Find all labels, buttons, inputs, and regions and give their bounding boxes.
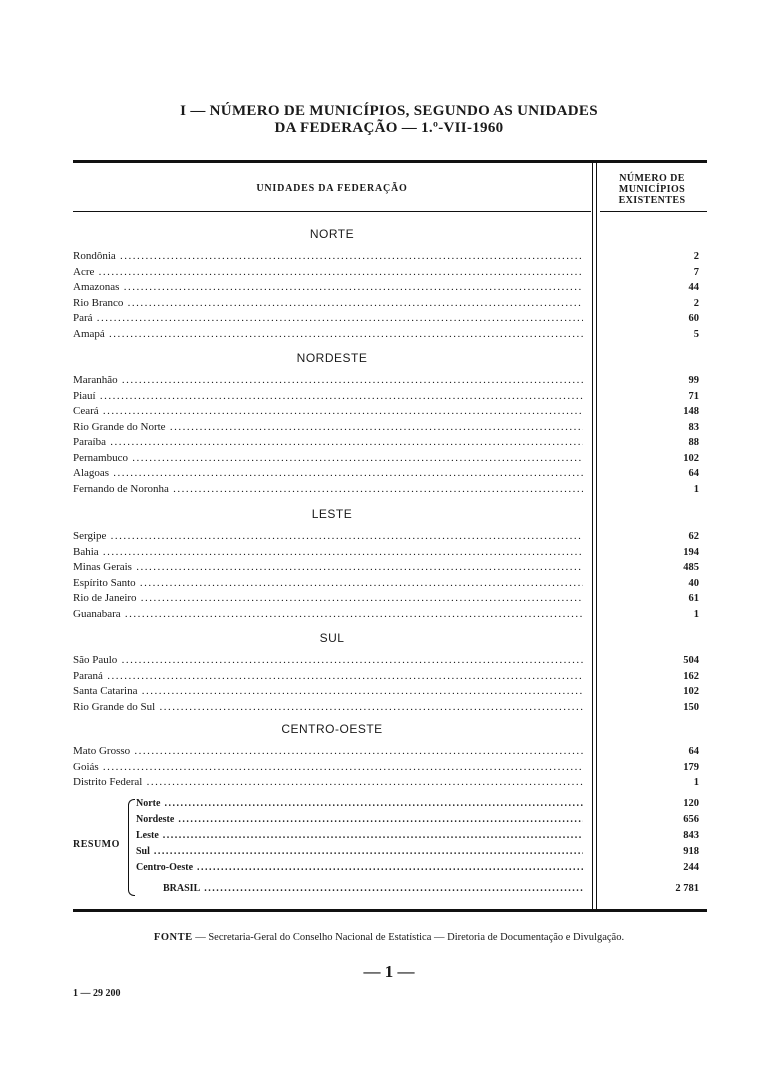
unit-name: Distrito Federal ..... bbox=[73, 775, 583, 790]
unit-name: Pará ..... bbox=[73, 311, 583, 326]
municipality-count: 64 bbox=[688, 468, 699, 479]
municipality-count: 102 bbox=[683, 686, 699, 697]
table-row bbox=[73, 653, 707, 668]
municipality-count: 148 bbox=[683, 406, 699, 417]
municipality-count: 5 bbox=[693, 328, 699, 340]
column-header-units: UNIDADES DA FEDERAÇÃO bbox=[256, 183, 408, 194]
municipality-count: 62 bbox=[688, 531, 699, 542]
summary-region: Norte ..... bbox=[136, 796, 583, 811]
municipality-count: 1 bbox=[693, 608, 699, 620]
table-row bbox=[73, 265, 707, 280]
table-row bbox=[73, 327, 707, 342]
municipality-count: 150 bbox=[683, 701, 699, 713]
table-row bbox=[73, 760, 707, 775]
column-header-count-line-2: MUNICÍPIOS bbox=[618, 184, 686, 195]
table-row bbox=[73, 529, 707, 544]
summary-count: 656 bbox=[683, 814, 699, 825]
summary-count: 843 bbox=[683, 830, 699, 841]
unit-name: Sergipe ..... bbox=[73, 529, 583, 544]
summary-row bbox=[73, 796, 707, 811]
table-row bbox=[73, 560, 707, 575]
unit-name: Bahia ..... bbox=[73, 545, 583, 560]
municipality-count: 2 bbox=[693, 251, 699, 262]
source-text: — Secretaria-Geral do Conselho Nacional de Estatística — Diretoria de Documentação e Divulgação. bbox=[195, 932, 625, 943]
municipality-count: 83 bbox=[688, 421, 699, 433]
unit-name: Guanabara ..... bbox=[73, 607, 583, 622]
unit-name: Maranhão ..... bbox=[73, 373, 583, 388]
section-header: SUL bbox=[319, 631, 345, 645]
summary-region: Nordeste ..... bbox=[136, 812, 583, 827]
unit-name: Fernando de Noronha ..... bbox=[73, 482, 583, 497]
table-row bbox=[73, 311, 707, 326]
summary-region: Centro-Oeste ..... bbox=[136, 860, 583, 875]
municipality-count: 60 bbox=[688, 313, 699, 324]
municipality-count: 99 bbox=[688, 375, 699, 386]
table-row bbox=[73, 404, 707, 419]
unit-name: Rio de Janeiro ..... bbox=[73, 591, 583, 606]
table-row bbox=[73, 466, 707, 481]
municipality-count: 40 bbox=[688, 577, 699, 589]
table-row bbox=[73, 775, 707, 790]
total-row bbox=[73, 881, 707, 896]
unit-name: Espírito Santo ..... bbox=[73, 576, 583, 591]
summary-label: RESUMO bbox=[73, 839, 120, 850]
section-header: NORDESTE bbox=[296, 351, 368, 365]
summary-count: 918 bbox=[683, 846, 699, 857]
unit-name: Rio Branco ..... bbox=[73, 296, 583, 311]
unit-name: Rondônia ..... bbox=[73, 249, 583, 264]
table-row bbox=[73, 545, 707, 560]
table-row bbox=[73, 296, 707, 311]
source-note bbox=[0, 932, 778, 943]
unit-name: Paraíba ..... bbox=[73, 435, 583, 450]
table-row bbox=[73, 744, 707, 759]
table-row bbox=[73, 684, 707, 699]
section-header: NORTE bbox=[309, 227, 355, 241]
table-row bbox=[73, 576, 707, 591]
table-row bbox=[73, 280, 707, 295]
municipality-count: 64 bbox=[688, 746, 699, 757]
table-row bbox=[73, 591, 707, 606]
municipality-count: 485 bbox=[683, 562, 699, 573]
municipality-count: 1 bbox=[693, 483, 699, 495]
unit-name: Alagoas ..... bbox=[73, 466, 583, 481]
total-count: 2 781 bbox=[675, 883, 699, 894]
table-row bbox=[73, 389, 707, 404]
municipality-count: 88 bbox=[688, 437, 699, 448]
summary-count: 244 bbox=[683, 862, 699, 873]
summary-row bbox=[73, 844, 707, 859]
unit-name: Amazonas ..... bbox=[73, 280, 583, 295]
unit-name: São Paulo ..... bbox=[73, 653, 583, 668]
section-header: CENTRO-OESTE bbox=[281, 722, 383, 736]
unit-name: Acre ..... bbox=[73, 265, 583, 280]
summary-row bbox=[73, 812, 707, 827]
title-line-2: DA FEDERAÇÃO — 1.º-VII-1960 bbox=[274, 120, 504, 136]
summary-count: 120 bbox=[683, 798, 699, 809]
page-number: — 1 — bbox=[363, 962, 415, 981]
municipality-count: 1 bbox=[693, 777, 699, 788]
source-label: FONTE bbox=[153, 932, 193, 943]
municipality-count: 179 bbox=[683, 761, 699, 773]
table-row bbox=[73, 249, 707, 264]
unit-name: Minas Gerais ..... bbox=[73, 560, 583, 575]
unit-name: Rio Grande do Norte ..... bbox=[73, 420, 583, 435]
municipality-count: 194 bbox=[683, 546, 699, 558]
table-row bbox=[73, 482, 707, 497]
unit-name: Ceará ..... bbox=[73, 404, 583, 419]
municipality-count: 71 bbox=[688, 390, 699, 402]
table-row bbox=[73, 435, 707, 450]
unit-name: Pernambuco ..... bbox=[73, 451, 583, 466]
header-rule-right bbox=[600, 211, 707, 212]
unit-name: Amapá ..... bbox=[73, 327, 583, 342]
municipality-count: 2 bbox=[693, 297, 699, 309]
header-rule-left bbox=[73, 211, 591, 212]
unit-name: Goiás ..... bbox=[73, 760, 583, 775]
unit-name: Mato Grosso ..... bbox=[73, 744, 583, 759]
unit-name: Piauí ..... bbox=[73, 389, 583, 404]
municipality-count: 7 bbox=[693, 266, 699, 278]
print-code: 1 — 29 200 bbox=[73, 988, 121, 999]
table-row bbox=[73, 700, 707, 715]
table-row bbox=[73, 373, 707, 388]
summary-row bbox=[73, 828, 707, 843]
municipality-count: 61 bbox=[688, 593, 699, 604]
municipality-count: 44 bbox=[688, 282, 699, 293]
table-row bbox=[73, 451, 707, 466]
municipality-count: 162 bbox=[683, 670, 699, 682]
section-header: LESTE bbox=[311, 507, 353, 521]
column-header-count-line-1: NÚMERO DE bbox=[619, 173, 685, 184]
summary-region: Leste ..... bbox=[136, 828, 583, 843]
summary-row bbox=[73, 860, 707, 875]
unit-name: Rio Grande do Sul ..... bbox=[73, 700, 583, 715]
table-top-rule bbox=[73, 160, 707, 163]
column-header-count bbox=[597, 173, 707, 206]
unit-name: Paraná ..... bbox=[73, 669, 583, 684]
municipality-count: 102 bbox=[683, 452, 699, 464]
table-bottom-rule bbox=[73, 909, 707, 912]
table-row bbox=[73, 669, 707, 684]
table-row bbox=[73, 607, 707, 622]
summary-region: Sul ..... bbox=[136, 844, 583, 859]
summary-brace bbox=[128, 799, 135, 896]
municipality-count: 504 bbox=[683, 655, 699, 666]
unit-name: Santa Catarina ..... bbox=[73, 684, 583, 699]
column-header-count-line-3: EXISTENTES bbox=[618, 195, 686, 206]
title-line-1: I — NÚMERO DE MUNICÍPIOS, SEGUNDO AS UNIDADES bbox=[180, 103, 598, 119]
page-title bbox=[0, 103, 778, 137]
table-row bbox=[73, 420, 707, 435]
total-label: BRASIL ..... bbox=[163, 881, 583, 896]
